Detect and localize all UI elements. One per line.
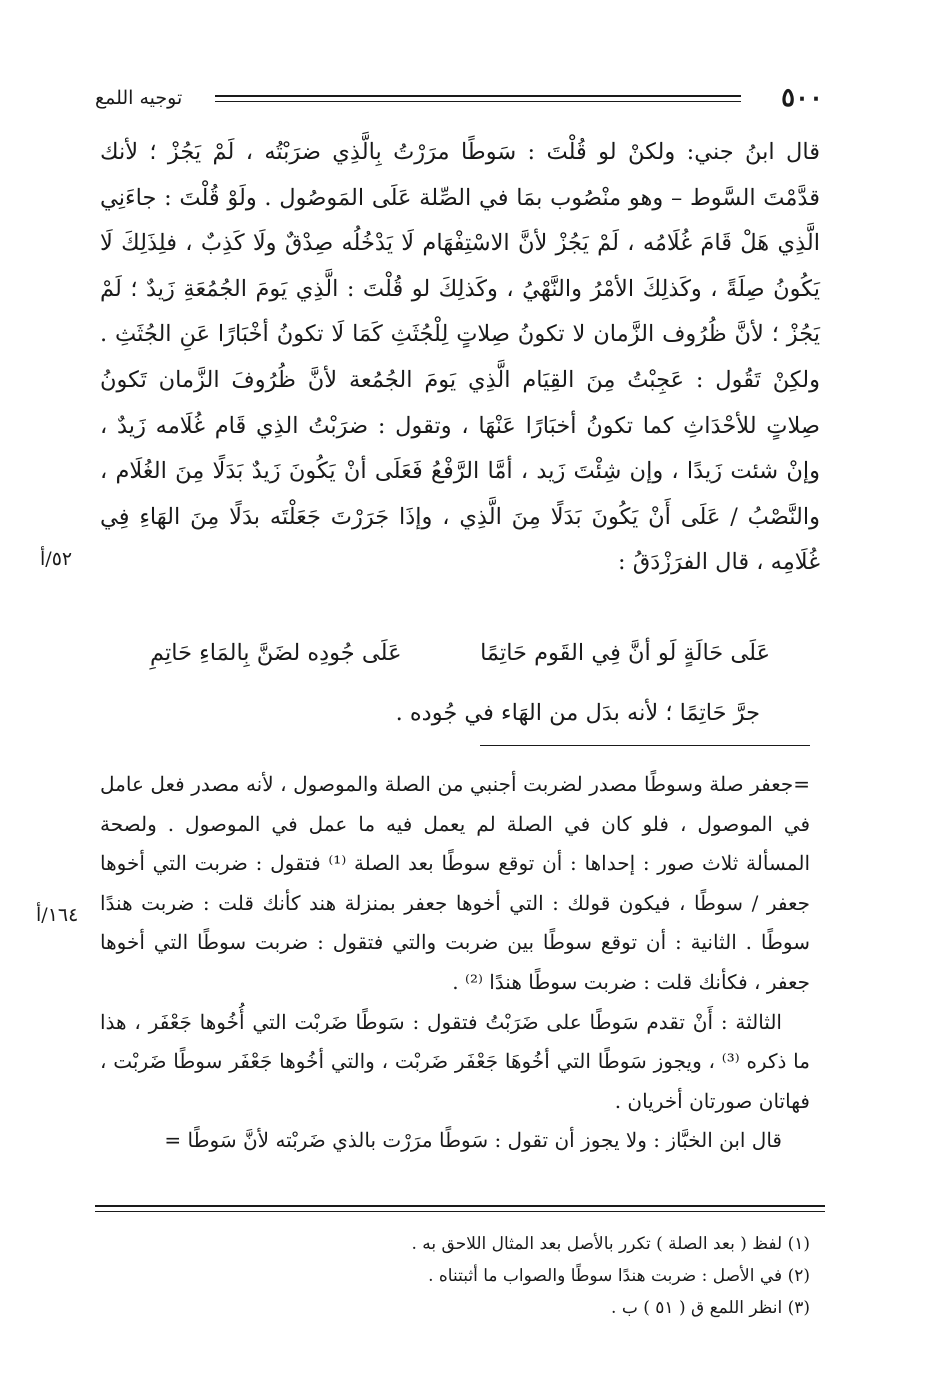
verse-hemistich: عَلَى جُودِه لضَنَّ بِالمَاءِ حَاتِمِ — [150, 640, 402, 666]
continuation-mark: = — [164, 1128, 182, 1153]
commentary-text: قال ابن الخبَّاز : ولا يجوز أن تقول : سَوطًا مرَرْت بالذي ضَربْته لأنَّ سَوطًا — [187, 1128, 782, 1153]
continuation-mark: = — [793, 772, 810, 796]
poetry-verse — [150, 630, 770, 676]
commentary-text: جعفر صلة وسوطًا مصدر لضربت أجنبي من الصلة والموصول ، لأنه مصدر فعل عامل في الموصول ، فلو كان في الصلة لم يعمل فيه ما عمل في الموصول . ولصحة المسألة ثلاث صور : إحداها : أن توقع سوطًا بعد الصلة ⁽¹⁾ فتقول : ضربت التي أخوها جعفر / سوطًا ، فيكون قولك : التي أخوها جعفر بمنزلة هند كأنك قلت : ضربت هندًا سوطًا . الثانية : أن توقع سوطًا بين ضربت والتي فتقول : ضربت سوطًا التي أخوها جعفر ، فكأنك قلت : ضربت سوطًا هندًا ⁽²⁾ . — [100, 772, 811, 994]
commentary-paragraph: الثالثة : أَنْ تقدم سَوطًا على ضَرَبْتُ فتقول : سَوطًا ضَربْت التي أُخُوها جَعْفَر ، هذا ما ذكره ⁽³⁾ ، ويجوز سَوطًا التي أخُوهَا جَعْفَر ضَربْت ، والتي أخُوها جَعْفَر سوطًا ضَربْت ، فهاتان صورتان أخريان . — [100, 1009, 810, 1113]
footnote: (٢) في الأصل : ضربت هندًا سوطًا والصواب ما أثبتناه . — [428, 1266, 810, 1286]
commentary-separator — [480, 745, 810, 746]
margin-folio-note: ٥٢/أ — [40, 548, 73, 570]
page-header — [95, 82, 823, 114]
verse-hemistich: عَلَى حَالَةٍ لَو أنَّ فِي القَوم حَاتِمًا — [480, 640, 770, 666]
footnote: (١) لفظ ( بعد الصلة ) تكرر بالأصل بعد المثال اللاحق به . — [411, 1234, 810, 1254]
commentary-paragraph — [100, 765, 810, 1003]
verse-explanation: جرَّ حَاتِمًا ؛ لأنه بدَل من الهَاء في جُوده . — [395, 700, 760, 726]
footnotes — [100, 1228, 810, 1324]
header-rule — [215, 95, 741, 102]
footnote: (٣) انظر اللمع ق ( ٥١ ) ب . — [611, 1298, 810, 1318]
footnote-separator — [95, 1205, 825, 1212]
commentary-paragraph — [100, 1121, 810, 1161]
commentary — [100, 765, 810, 1161]
main-text — [100, 130, 820, 586]
page-number: ٥٠٠ — [781, 83, 823, 113]
margin-folio-note: ١٦٤/أ — [36, 904, 79, 926]
running-title: توجيه اللمع — [95, 87, 183, 109]
main-paragraph: قال ابنُ جني: ولكنْ لو قُلْتَ : سَوطًا مرَرْتُ بِالَّذِي ضرَبْتُه ، لَمْ يَجُزْ ؛ لأنك قدَّمْتَ السَّوط – وهو منْصُوب بمَا في الصِّلة عَلَى المَوصُول . ولَوْ قُلْتَ : جاءَنِي الَّذِي هَلْ قَامَ غُلَامُه ، لَمْ يَجُزْ لأنَّ الاسْتِفْهَام لَا يَدْخُلُه صِدْقٌ ولَا كَذِبٌ ، فلِذَلِكَ لَا يَكُونُ صِلَةً ، وكَذلِكَ الأمْرُ والنَّهْيُ ، وكَذلِكَ لو قُلْتَ : الَّذِي يَومَ الجُمُعَةِ زَيدٌ ؛ لَمْ يَجُزْ ؛ لأنَّ ظُرُوف الزَّمان لا تكونُ صِلاتٍ لِلْجُثَثِ كَمَا لَا تكونُ أخْبَارًا عَنِ الجُثَثِ . ولكِنْ تَقُول : عَجِبْتُ مِنَ القِيَام الَّذِي يَومَ الجُمُعة لأنَّ ظُرُوفَ الزَّمان تَكونُ صِلاتٍ للأحْدَاثِ كما تكونُ أخبَارًا عَنْهَا ، وتقول : ضرَبْتُ الذِي قَام غُلَامه زَيدٌ ، وإنْ شئت زَيدًا ، وإن شِئْتَ زَيد ، أمَّا الرَّفْعُ فَعَلَى أنْ يَكُونَ زَيدٌ بَدَلًا مِنَ الغُلَام ، والنَّصْبُ / عَلَى أَنْ يَكُونَ بَدَلًا مِنَ الَّذِي ، وإذَا جَرَرْتَ جَعَلْتَه بدَلًا مِنَ الهَاءِ فِي غُلَامِه ، قال الفرَزْدَقُ : — [100, 139, 820, 576]
